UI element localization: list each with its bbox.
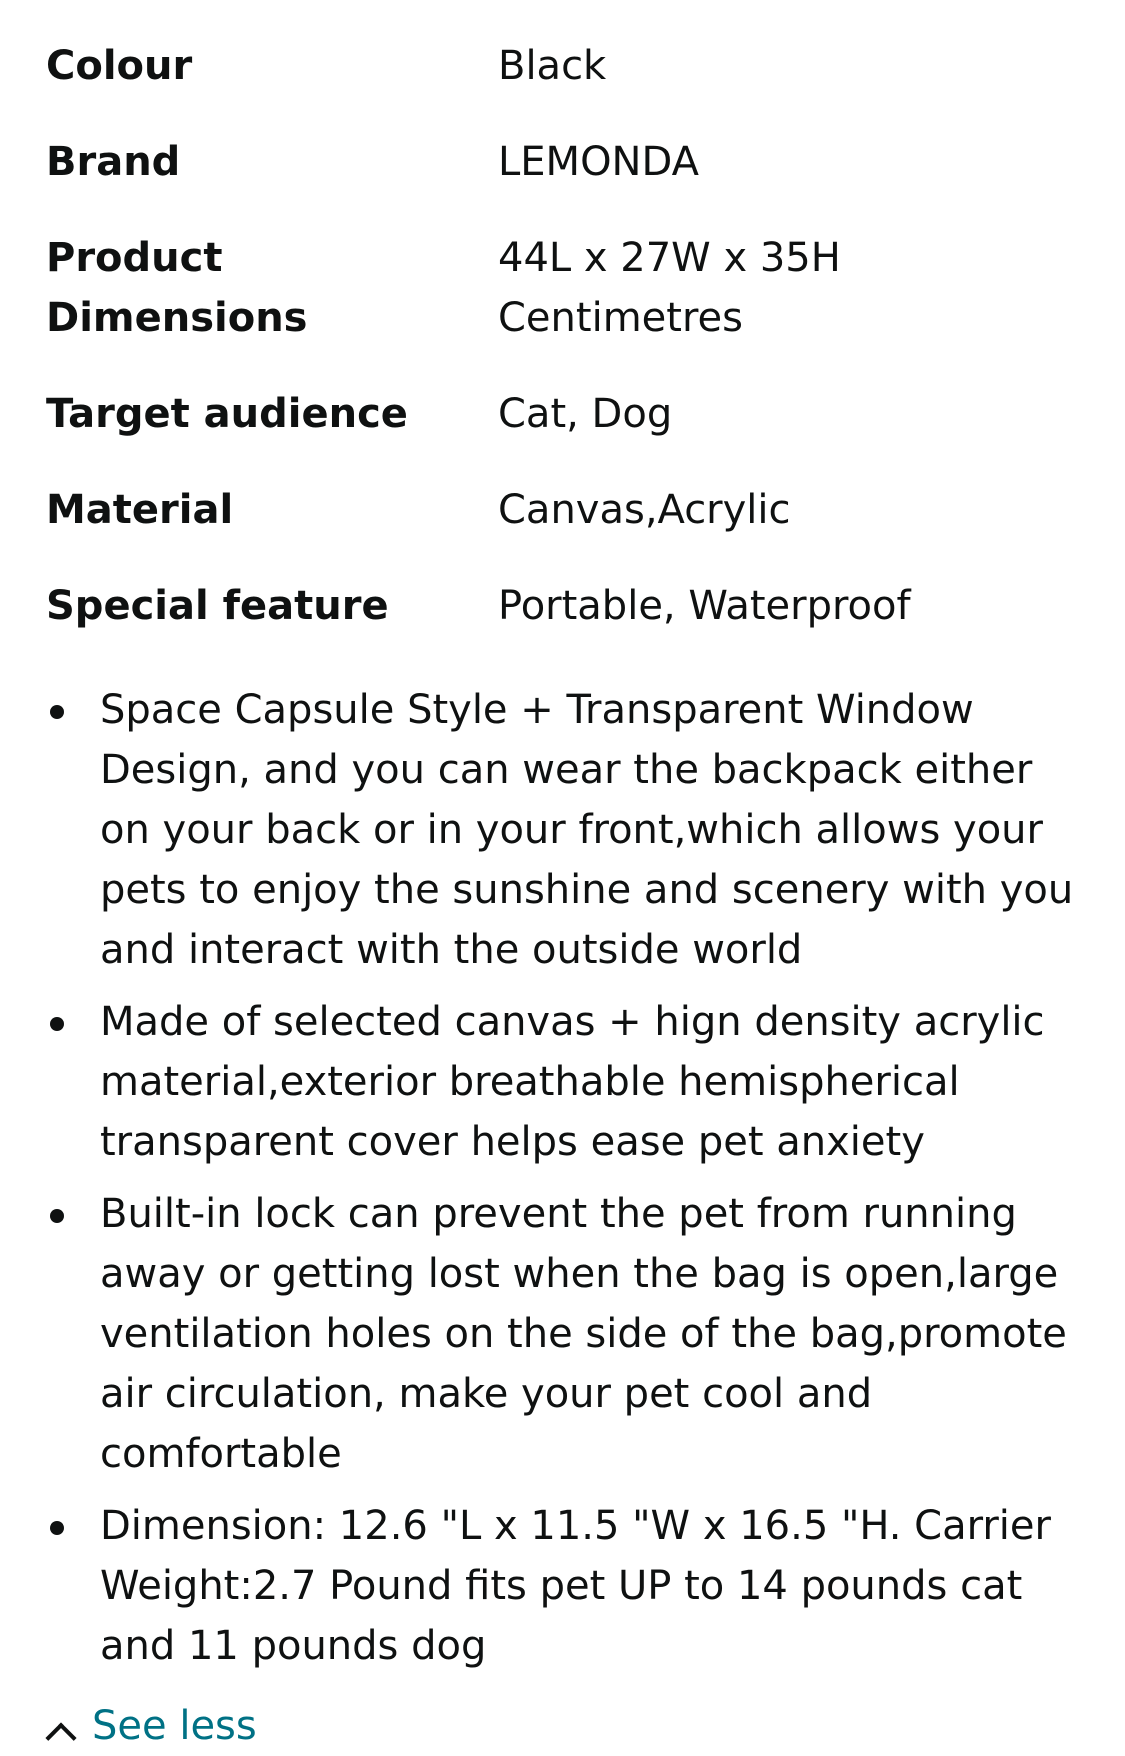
list-item [46,680,1086,980]
list-item [46,1496,1086,1676]
chevron-up-icon [45,1722,76,1753]
list-item [46,992,1086,1172]
spec-value: Cat, Dog [498,391,673,437]
spec-row-brand [46,132,1086,192]
see-less-label: See less [92,1703,257,1749]
about-this-item-list [46,680,1086,1688]
bullet-icon [46,992,100,1052]
bullet-text: Made of selected canvas + hign density acrylic material,exterior breathable hemispherical transparent cover helps ease pet anxiety [100,999,1045,1165]
spec-row-dimensions [46,228,1086,348]
spec-row-material [46,480,1086,540]
spec-row-special-feature [46,576,1086,636]
spec-value: Canvas,Acrylic [498,487,791,533]
bullet-icon [46,1184,100,1244]
spec-label: Colour [46,43,193,89]
spec-label: Product Dimensions [46,235,308,341]
bullet-text: Space Capsule Style + Transparent Window Design, and you can wear the backpack either on your back or in your front,which allows your pets to enjoy the sunshine and scenery with you and interact with the outside world [100,687,1074,973]
spec-row-target-audience [46,384,1086,444]
product-specs-table [46,36,1086,672]
spec-value: Black [498,43,607,89]
bullet-text: Dimension: 12.6 "L x 11.5 "W x 16.5 "H. Carrier Weight:2.7 Pound fits pet UP to 14 pounds cat and 11 pounds dog [100,1503,1051,1669]
spec-label: Special feature [46,583,389,629]
spec-label: Target audience [46,391,408,437]
list-item [46,1184,1086,1484]
spec-label: Material [46,487,234,533]
spec-value: LEMONDA [498,139,699,185]
spec-value: Portable, Waterproof [498,583,911,629]
bullet-icon [46,680,100,740]
spec-label: Brand [46,139,181,185]
bullet-text: Built-in lock can prevent the pet from running away or getting lost when the bag is open,large ventilation holes on the side of the bag,promote air circulation, make your pet cool and comfortable [100,1191,1067,1477]
see-less-link[interactable] [46,1696,257,1756]
spec-value: 44L x 27W x 35H Centimetres [498,235,841,341]
spec-row-colour [46,36,1086,96]
bullet-icon [46,1496,100,1556]
